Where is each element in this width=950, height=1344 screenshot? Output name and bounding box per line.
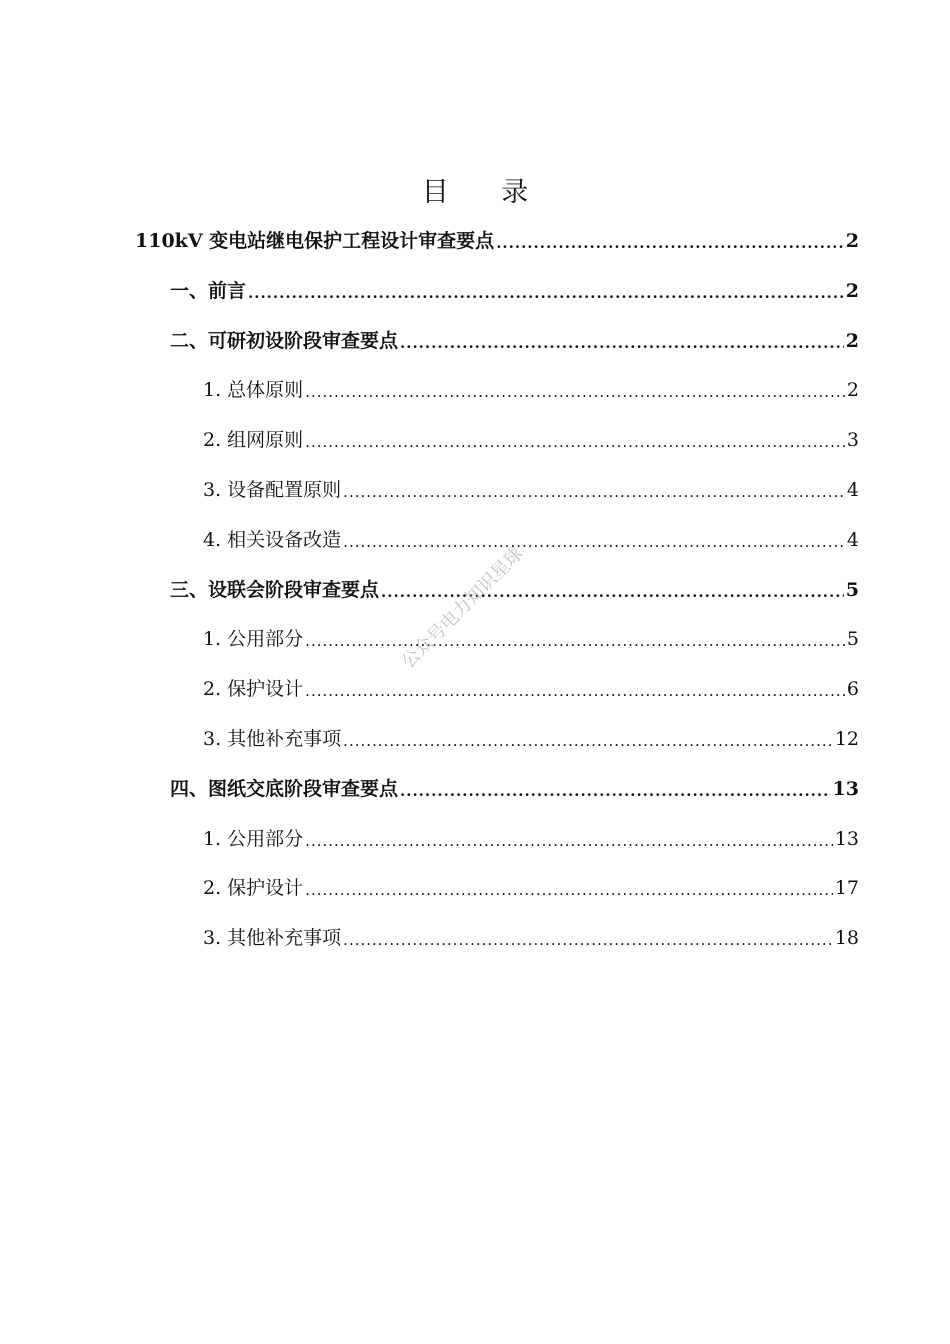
toc-entry-label: 1. 公用部分 [203,827,304,850]
toc-entry-page: 13 [832,777,859,800]
toc-entry-page: 6 [846,678,859,701]
toc-leader-dots [305,678,845,704]
toc-entry-label: 2. 组网原则 [203,429,304,452]
toc-entry-label: 三、设联会阶段审查要点 [170,578,380,601]
toc-entry[interactable] [170,276,859,306]
toc-entry-page: 12 [834,728,859,750]
toc-leader-dots [400,330,844,356]
toc-leader-dots [305,628,845,654]
toc-entry-label: 4. 相关设备改造 [203,528,342,551]
toc-title: 目 录 [421,177,551,208]
toc-entry-page: 17 [834,877,859,900]
toc-entry[interactable] [203,624,859,654]
toc-entry[interactable] [135,226,859,256]
toc-entry-label: 1. 公用部分 [203,628,304,651]
toc-entry-page: 5 [846,628,859,651]
toc-leader-dots [400,778,831,804]
toc-leader-dots [305,429,845,455]
toc-entry-page: 5 [845,578,859,601]
toc-entry-label: 2. 保护设计 [203,678,304,701]
toc-entry-label: 2. 保护设计 [203,877,304,900]
toc-leader-dots [305,379,845,405]
toc-entry-label: 3. 其他补充事项 [203,927,342,950]
toc-entry-label: 四、图纸交底阶段审查要点 [170,777,399,800]
toc-entry[interactable] [203,475,859,505]
toc-entry-label: 3. 其他补充事项 [203,728,342,750]
toc-leader-dots [496,230,844,256]
toc-entry[interactable] [170,575,859,605]
toc-entry-page: 4 [846,528,859,551]
toc-leader-dots [305,828,833,854]
toc-entry[interactable] [203,425,859,455]
toc-entry[interactable] [203,724,859,754]
toc-entry-label: 110kV 变电站继电保护工程设计审查要点 [135,230,495,252]
toc-entry-page: 2 [846,379,859,402]
toc-entry-page: 4 [846,479,859,501]
toc-entry-page: 13 [834,827,859,850]
toc-entry-page: 18 [834,927,859,950]
toc-entry[interactable] [203,674,859,704]
toc-entry-page: 2 [845,230,859,252]
toc-leader-dots [343,529,845,555]
toc-entry[interactable] [170,774,859,804]
toc-entry[interactable] [203,873,859,903]
toc-leader-dots [343,479,845,505]
toc-entry-label: 一、前言 [170,279,247,302]
toc-entry[interactable] [203,824,859,854]
toc-entry-label: 二、可研初设阶段审查要点 [170,329,399,352]
toc-entry[interactable] [170,326,859,356]
watermark-text: 公众号电力知识星球 [397,543,528,673]
toc-entry-label: 1. 总体原则 [203,379,304,402]
toc-entry[interactable] [203,525,859,555]
toc-leader-dots [248,280,844,306]
toc-entry-page: 2 [845,329,859,352]
toc-entry-label: 3. 设备配置原则 [203,479,342,501]
toc-entry-page: 2 [845,279,859,302]
toc-entry-page: 3 [846,429,859,452]
toc-entry[interactable] [203,375,859,405]
toc-leader-dots [343,927,833,953]
toc-leader-dots [305,877,833,903]
toc-entry[interactable] [203,923,859,953]
toc-leader-dots [343,728,833,754]
